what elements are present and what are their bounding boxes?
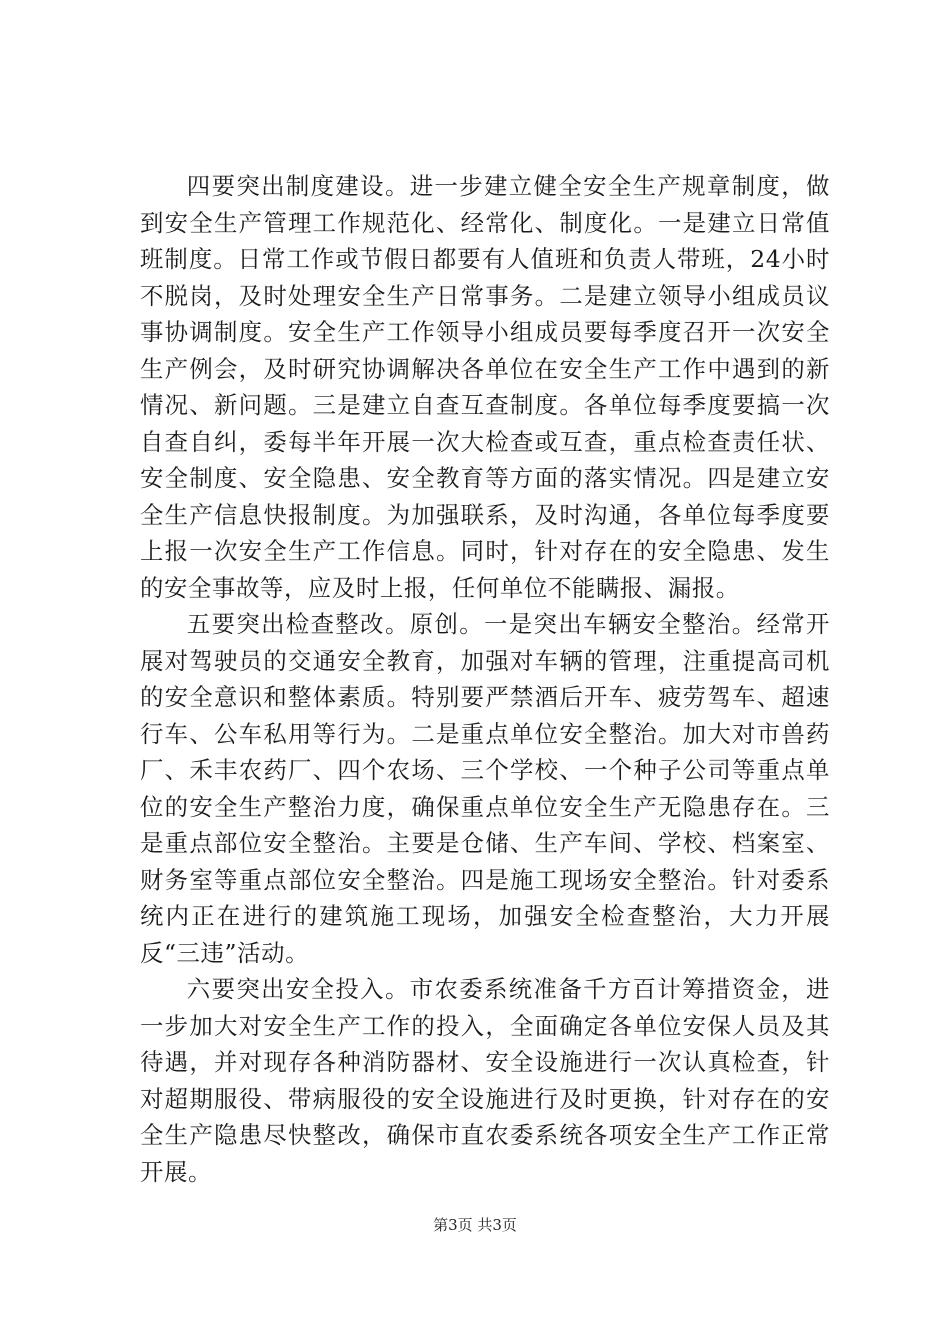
paragraph-safety-investment: 六要突出安全投入。市农委系统准备千方百计筹措资金，进一步加大对安全生产工作的投入，全面确定各单位安保人员及其待遇，并对现存各种消防器材、安全设施进行一次认真检查，针对超期服役、带病服役的安全设施进行及时更换，针对存在的安全生产隐患尽快整改，确保市直农委系统各项安全生产工作正常开展。 [140, 975, 830, 1186]
page-footer: 第3页 共3页 [433, 1216, 517, 1234]
document-body [140, 168, 830, 1190]
paragraph-institution-building: 四要突出制度建设。进一步建立健全安全生产规章制度，做到安全生产管理工作规范化、经常化、制度化。一是建立日常值班制度。日常工作或节假日都要有人值班和负责人带班，24小时不脱岗，及时处理安全生产日常事务。二是建立领导小组成员议事协调制度。安全生产工作领导小组成员要每季度召开一次安全生产例会，及时研究协调解决各单位在安全生产工作中遇到的新情况、新问题。三是建立自查互查制度。各单位每季度要搞一次自查自纠，委每半年开展一次大检查或互查，重点检查责任状、安全制度、安全隐患、安全教育等方面的落实情况。四是建立安全生产信息快报制度。为加强联系，及时沟通，各单位每季度要上报一次安全生产工作信息。同时，针对存在的安全隐患、发生的安全事故等，应及时上报，任何单位不能瞒报、漏报。 [140, 172, 830, 602]
paragraph-inspection-rectification: 五要突出检查整改。原创。一是突出车辆安全整治。经常开展对驾驶员的交通安全教育，加强对车辆的管理，注重提高司机的安全意识和整体素质。特别要严禁酒后开车、疲劳驾车、超速行车、公车私用等行为。二是重点单位安全整治。加大对市兽药厂、禾丰农药厂、四个农场、三个学校、一个种子公司等重点单位的安全生产整治力度，确保重点单位安全生产无隐患存在。三是重点部位安全整治。主要是仓储、生产车间、学校、档案室、财务室等重点部位安全整治。四是施工现场安全整治。针对委系统内正在进行的建筑施工现场，加强安全检查整治，大力开展反“三违”活动。 [140, 610, 830, 967]
